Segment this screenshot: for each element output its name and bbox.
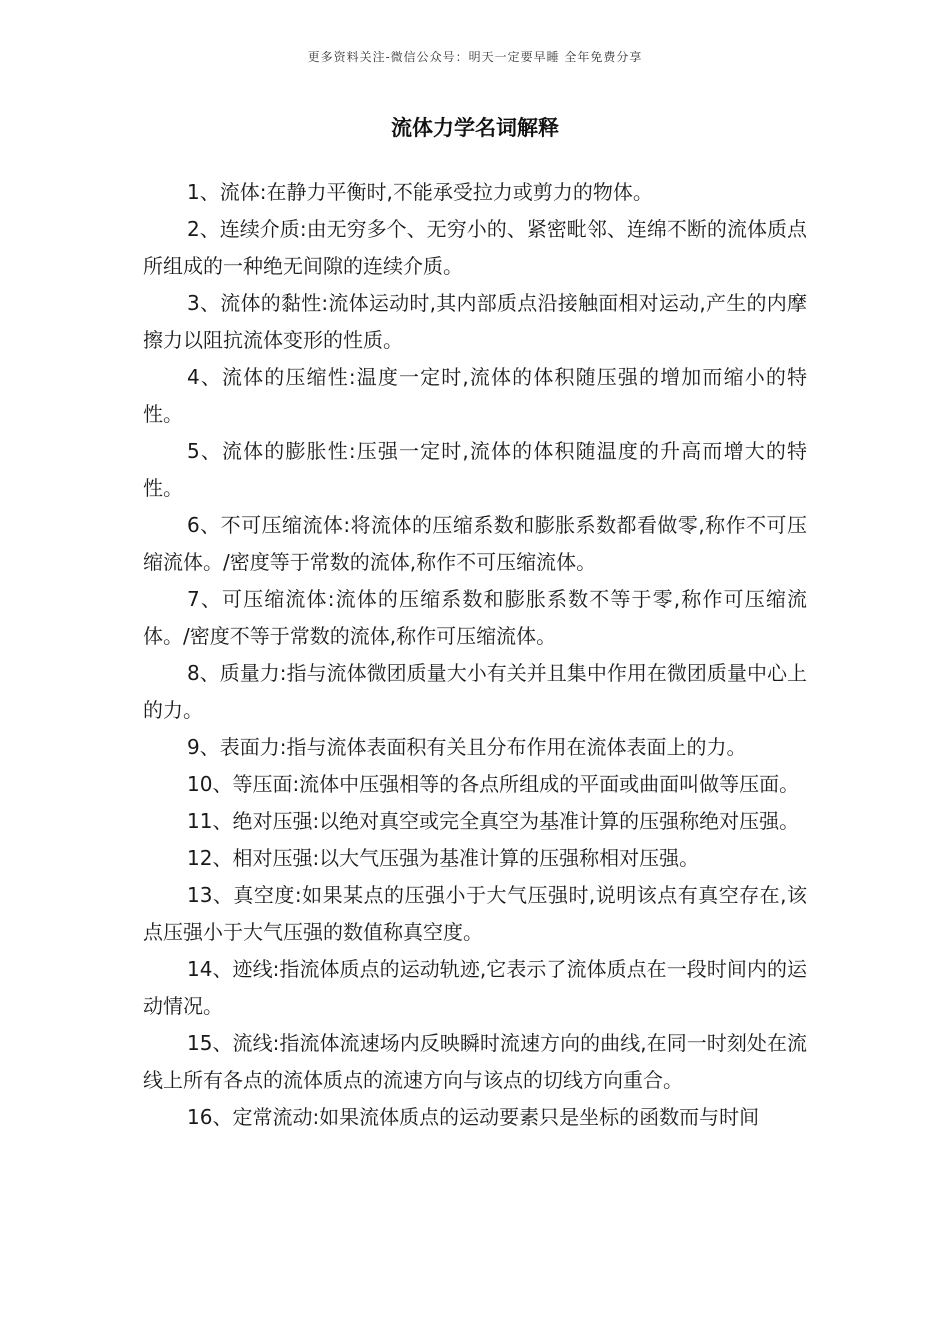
term-item-13: 13、真空度:如果某点的压强小于大气压强时,说明该点有真空存在,该点压强小于大气压强的数值称真空度。: [143, 883, 807, 944]
term-item-14: 14、迹线:指流体质点的运动轨迹,它表示了流体质点在一段时间内的运动情况。: [143, 957, 807, 1018]
term-item-7: 7、可压缩流体:流体的压缩系数和膨胀系数不等于零,称作可压缩流体。/密度不等于常数的流体,称作可压缩流体。: [143, 587, 807, 648]
term-item-15: 15、流线:指流体流速场内反映瞬时流速方向的曲线,在同一时刻处在流线上所有各点的流体质点的流速方向与该点的切线方向重合。: [143, 1031, 807, 1092]
term-item-10: 10、等压面:流体中压强相等的各点所组成的平面或曲面叫做等压面。: [187, 772, 800, 796]
term-item-12: 12、相对压强:以大气压强为基准计算的压强称相对压强。: [187, 846, 700, 870]
term-item-5: 5、流体的膨胀性:压强一定时,流体的体积随温度的升高而增大的特性。: [143, 439, 807, 500]
term-item-6: 6、不可压缩流体:将流体的压缩系数和膨胀系数都看做零,称作不可压缩流体。/密度等于常数的流体,称作不可压缩流体。: [143, 513, 807, 574]
term-item-11: 11、绝对压强:以绝对真空或完全真空为基准计算的压强称绝对压强。: [187, 809, 800, 833]
term-item-16: 16、定常流动:如果流体质点的运动要素只是坐标的函数而与时间: [187, 1105, 760, 1129]
term-item-9: 9、表面力:指与流体表面积有关且分布作用在流体表面上的力。: [187, 735, 747, 759]
term-item-8: 8、质量力:指与流体微团质量大小有关并且集中作用在微团质量中心上的力。: [143, 661, 807, 722]
term-item-3: 3、流体的黏性:流体运动时,其内部质点沿接触面相对运动,产生的内摩擦力以阻抗流体变形的性质。: [143, 291, 807, 352]
document-title: 流体力学名词解释: [391, 116, 559, 140]
header-note: 更多资料关注-微信公众号：明天一定要早睡 全年免费分享: [307, 50, 643, 64]
term-list: [143, 174, 807, 1136]
term-item-4: 4、流体的压缩性:温度一定时,流体的体积随压强的增加而缩小的特性。: [143, 365, 807, 426]
term-item-1: 1、流体:在静力平衡时,不能承受拉力或剪力的物体。: [187, 180, 653, 204]
term-item-2: 2、连续介质:由无穷多个、无穷小的、紧密毗邻、连绵不断的流体质点所组成的一种绝无间隙的连续介质。: [143, 217, 807, 278]
